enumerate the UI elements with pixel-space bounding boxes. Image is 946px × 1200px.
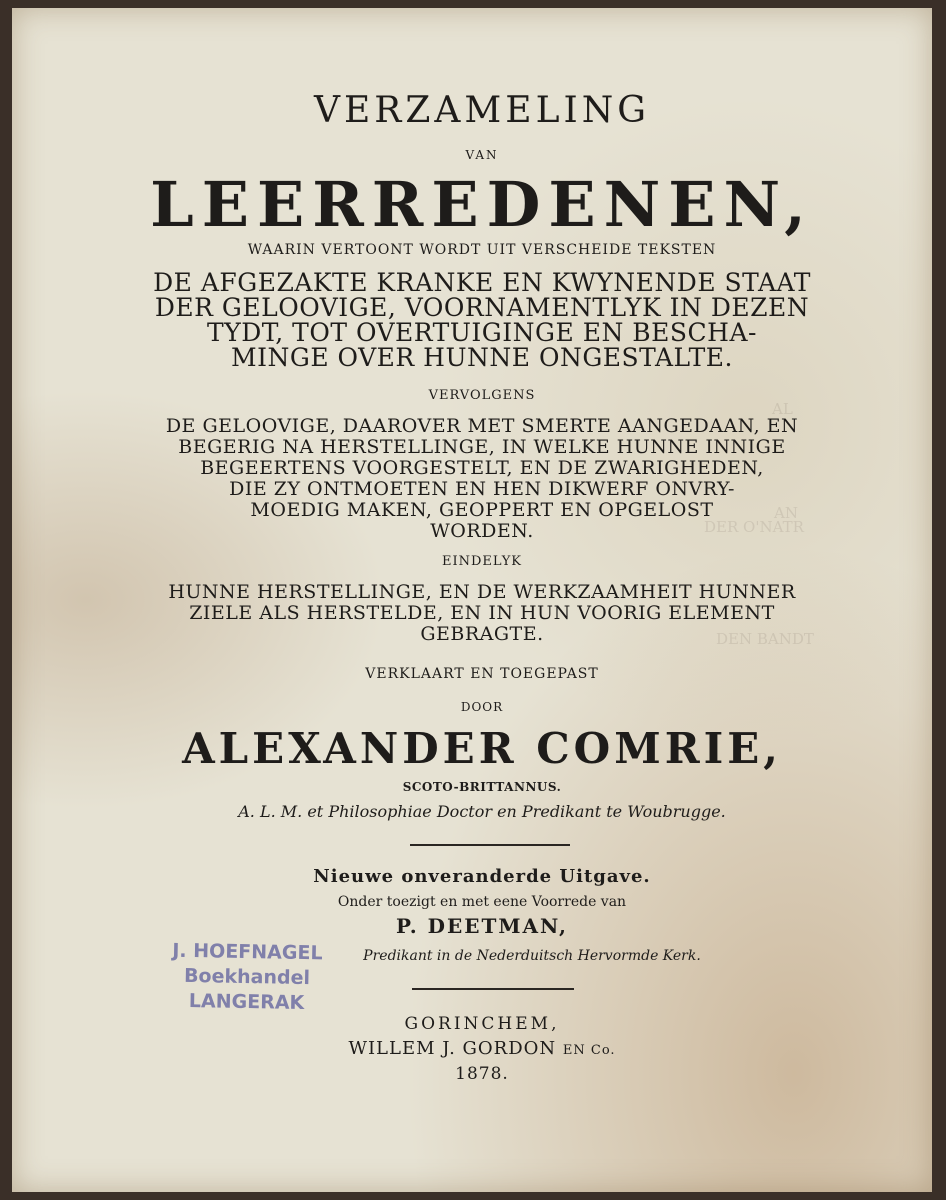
text-line: DE GELOOVIGE, DAAROVER MET SMERTE AANGEDAAN, EN bbox=[165, 415, 799, 437]
author-origin: SCOTO-BRITTANNUS. bbox=[402, 780, 562, 794]
bleed-through-text: DEN BANDT bbox=[716, 630, 814, 648]
divider-rule bbox=[410, 844, 570, 846]
editor-intro: Onder toezigt en met eene Voorrede van bbox=[337, 894, 627, 910]
title-line-1: VERZAMELING bbox=[314, 90, 650, 131]
publication-year: 1878. bbox=[455, 1064, 509, 1084]
bleed-through-text: AL bbox=[772, 400, 793, 418]
publisher-name: WILLEM J. GORDON bbox=[348, 1038, 557, 1059]
stamp-line: LANGERAK bbox=[188, 989, 305, 1015]
text-line: MINGE OVER HUNNE ONGESTALTE. bbox=[231, 343, 733, 372]
author-credentials: A. L. M. et Philosophiae Doctor en Predikant te Woubrugge. bbox=[238, 802, 726, 821]
subtitle-block-2 bbox=[22, 416, 942, 542]
bookseller-stamp bbox=[151, 938, 342, 1016]
subtitle-waarin: WAARIN VERTOONT WORDT UIT VERSCHEIDE TEKSTEN bbox=[247, 242, 717, 258]
title-page bbox=[12, 8, 932, 1192]
stamp-line: J. HOEFNAGEL bbox=[172, 939, 323, 965]
text-line: GEBRAGTE. bbox=[420, 623, 544, 645]
author-name: ALEXANDER COMRIE, bbox=[182, 724, 782, 773]
text-line: ZIELE ALS HERSTELDE, EN IN HUN VOORIG ELEMENT bbox=[189, 602, 775, 624]
main-title: LEERREDENEN, bbox=[150, 168, 814, 241]
title-van: VAN bbox=[465, 148, 499, 162]
bleed-through-text: AN bbox=[774, 504, 798, 522]
label-vervolgens: VERVOLGENS bbox=[428, 388, 536, 403]
text-line: HUNNE HERSTELLINGE, EN DE WERKZAAMHEIT HUNNER bbox=[168, 581, 796, 603]
subtitle-block-3 bbox=[22, 582, 942, 645]
stamp-line: Boekhandel bbox=[183, 964, 311, 990]
label-door: DOOR bbox=[460, 700, 504, 714]
subtitle-block-1 bbox=[22, 270, 942, 370]
text-line: WORDEN. bbox=[430, 520, 534, 542]
editor-name: P. DEETMAN, bbox=[396, 914, 568, 938]
publisher-suffix: EN Co. bbox=[562, 1043, 616, 1058]
edition-note: Nieuwe onveranderde Uitgave. bbox=[313, 866, 651, 887]
label-eindelyk: EINDELYK bbox=[441, 554, 522, 569]
text-line: DER GELOOVIGE, VOORNAMENTLYK IN DEZEN bbox=[154, 293, 810, 322]
publisher bbox=[22, 1038, 942, 1059]
bleed-through-text: DER O'NATR bbox=[704, 518, 804, 536]
editor-title: Predikant in de Nederduitsch Hervormde Kerk. bbox=[363, 948, 701, 964]
divider-rule bbox=[412, 988, 574, 990]
text-line: DIE ZY ONTMOETEN EN HEN DIKWERF ONVRY- bbox=[229, 478, 735, 500]
text-line: MOEDIG MAKEN, GEOPPERT EN OPGELOST bbox=[250, 499, 714, 521]
text-line: BEGERIG NA HERSTELLINGE, IN WELKE HUNNE INNIGE bbox=[178, 436, 786, 458]
text-line: DE AFGEZAKTE KRANKE EN KWYNENDE STAAT bbox=[153, 268, 811, 297]
label-verklaart: VERKLAART EN TOEGEPAST bbox=[365, 666, 599, 682]
text-line: BEGEERTENS VOORGESTELT, EN DE ZWARIGHEDEN, bbox=[200, 457, 764, 479]
text-line: TYDT, TOT OVERTUIGINGE EN BESCHA- bbox=[207, 318, 757, 347]
publication-place: GORINCHEM, bbox=[404, 1014, 560, 1034]
